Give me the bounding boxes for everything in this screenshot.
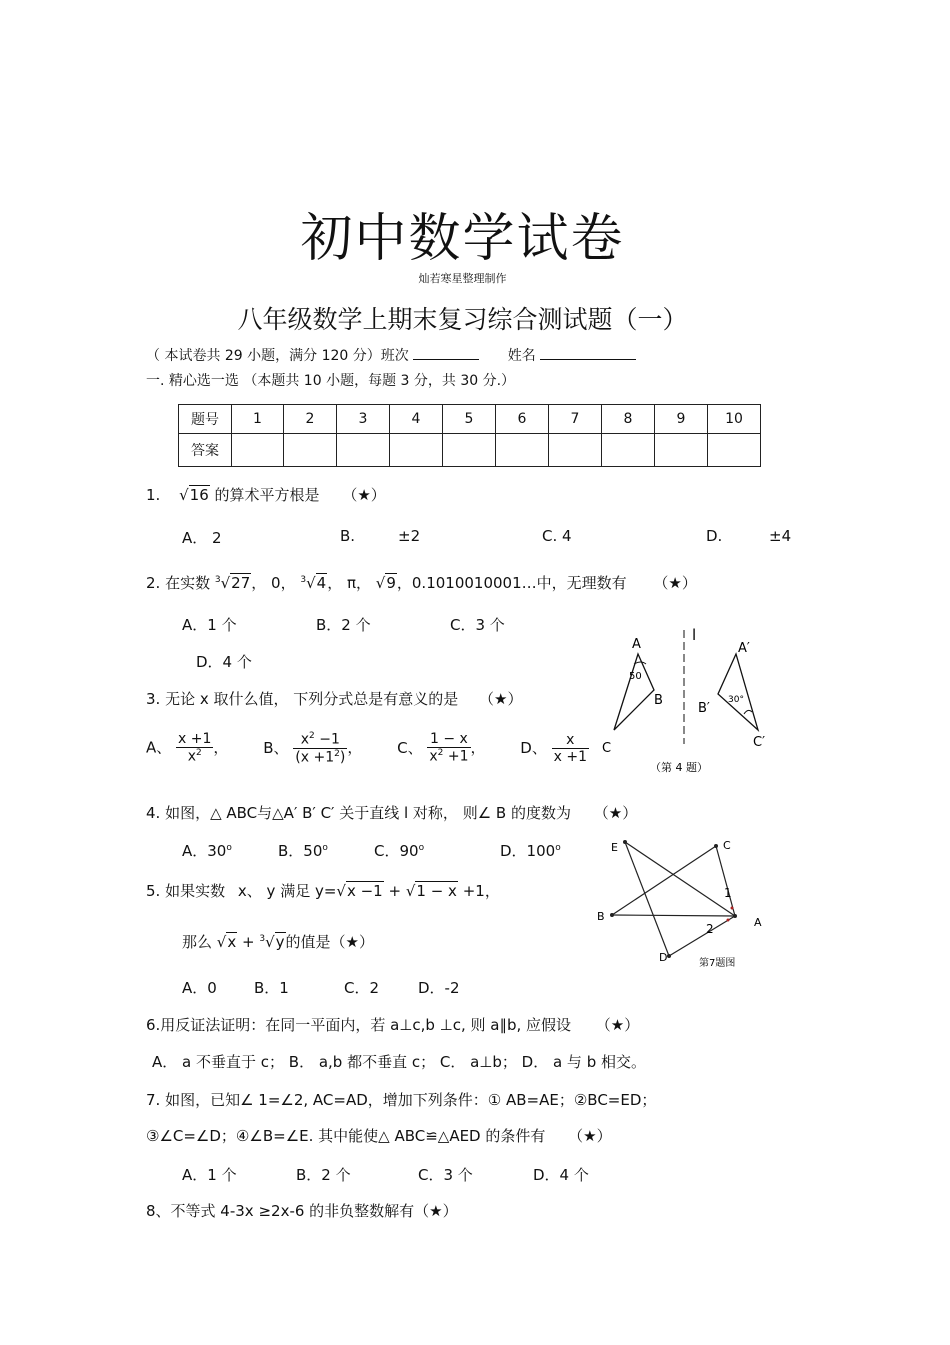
table-cell: 6 xyxy=(496,405,549,434)
difficulty-star: （★） xyxy=(342,486,386,504)
label-E: E xyxy=(611,841,618,854)
q3-options: A、 $\frac{x +1}{x^2}$ ， B、 $\frac{x^2 -1}{(x +1^2)}$ ， C、 $\frac{1 - x}{x^2 +1}$ ， D、 $\frac{x}{x +1}$ xyxy=(146,731,587,766)
difficulty-star: （★） xyxy=(568,1127,612,1145)
label-C-prime: C′ xyxy=(753,735,766,750)
root-index: 3 xyxy=(214,575,221,585)
exam-info xyxy=(146,345,636,365)
radicand: x xyxy=(227,933,237,951)
question-text: 2. 在实数 xyxy=(146,574,211,592)
option-label: D、 xyxy=(520,738,547,757)
radicand: 4 xyxy=(316,574,327,592)
q5-option-a: A．0 xyxy=(182,979,217,997)
radicand: x −1 xyxy=(346,882,383,900)
exponent: 2 xyxy=(334,748,340,759)
q7-option-b: B．2 个 xyxy=(296,1166,351,1184)
section-heading: 一. 精心选一选 （本题共 10 小题，每题 3 分，共 30 分.） xyxy=(146,373,516,389)
table-cell: 4 xyxy=(390,405,443,434)
answer-cell[interactable] xyxy=(708,434,761,467)
table-cell: 7 xyxy=(549,405,602,434)
denominator: x +1 xyxy=(553,748,587,765)
question-3 xyxy=(146,688,523,709)
exponent: 2 xyxy=(437,748,444,759)
question-text: 满足 y= xyxy=(280,882,337,900)
question-5: 5. 如果实数 x、 y 满足 y=√x −1 + √1 − x +1， xyxy=(146,882,500,900)
q7-figure xyxy=(592,836,772,972)
answer-cell[interactable] xyxy=(390,434,443,467)
option-label: C、 xyxy=(397,738,423,757)
table-cell: 10 xyxy=(708,405,761,434)
answer-cell[interactable] xyxy=(602,434,655,467)
numerator: x xyxy=(552,732,589,749)
question-8: 8、不等式 4-3x ≥2x-6 的非负整数解有（★） xyxy=(146,1202,458,1220)
angle-1: 1 xyxy=(724,886,732,900)
q2-option-c: C．3 个 xyxy=(450,616,505,634)
option-text: D．100 xyxy=(500,842,556,860)
degree: o xyxy=(555,843,561,853)
answer-cell[interactable] xyxy=(337,434,390,467)
q1-option-c: C. 4 xyxy=(542,527,572,545)
exam-info-text: （ 本试卷共 29 小题，满分 120 分）班次 xyxy=(146,348,409,364)
q7-option-d: D．4 个 xyxy=(533,1166,589,1184)
q7-option-a: A．1 个 xyxy=(182,1166,237,1184)
root-index: 3 xyxy=(259,934,266,944)
question-text: 那么 xyxy=(182,933,213,951)
table-cell: 5 xyxy=(443,405,496,434)
label-A: A xyxy=(632,637,641,652)
numerator: x +1 xyxy=(178,731,212,748)
denominator: x xyxy=(187,748,197,765)
separator: ， π， xyxy=(327,574,372,592)
question-text: +1， xyxy=(457,882,500,900)
root-index: 3 xyxy=(300,575,307,585)
name-blank xyxy=(540,345,636,360)
exponent: 2 xyxy=(196,748,202,759)
numerator: x xyxy=(300,731,310,748)
class-blank xyxy=(413,345,479,360)
option-label: B、 xyxy=(263,738,289,757)
exam-subtitle: 八年级数学上期末复习综合测试题（一） xyxy=(237,305,688,334)
question-text: 5. 如果实数 xyxy=(146,882,226,900)
difficulty-star: （★） xyxy=(593,804,638,822)
q1-option-a: A． 2 xyxy=(182,529,222,547)
label-A-prime: A′ xyxy=(738,641,750,656)
table-cell: 3 xyxy=(337,405,390,434)
row-label: 答案 xyxy=(179,434,232,467)
question-6 xyxy=(146,1014,639,1035)
q1-option-b: B. xyxy=(340,527,356,545)
label-A: A xyxy=(754,916,762,929)
figure-caption: （第 4 题） xyxy=(650,761,708,774)
q2-option-a: A．1 个 xyxy=(182,616,237,634)
numerator: 1 − x xyxy=(427,731,470,748)
exponent: 2 xyxy=(309,731,315,741)
operator: + xyxy=(237,933,260,951)
question-7-line2 xyxy=(146,1125,612,1146)
answer-cell[interactable] xyxy=(655,434,708,467)
q4-option-c xyxy=(374,840,424,861)
label-C: C xyxy=(602,741,612,756)
label-C: C xyxy=(723,839,731,852)
option-text: A．30 xyxy=(182,842,227,860)
separator: ， 0， xyxy=(251,574,296,592)
question-1: 1. √16 的算术平方根是 （★） xyxy=(146,486,386,504)
answer-cell[interactable] xyxy=(232,434,284,467)
question-4 xyxy=(146,802,637,823)
angle-50: 50 xyxy=(629,671,642,682)
question-2: 2. 在实数 $^3$√27， 0， $^3$√4， π， √9，0.1010010001…中，无理数有 （★） xyxy=(146,574,697,592)
denominator: ) xyxy=(339,749,346,766)
table-cell: 2 xyxy=(284,405,337,434)
denominator: x xyxy=(429,748,438,765)
difficulty-star: （★） xyxy=(479,690,523,708)
radicand: 16 xyxy=(189,486,209,504)
variables: x、 y xyxy=(237,882,276,900)
question-text: 的算术平方根是 xyxy=(214,486,320,504)
label-B-prime: B′ xyxy=(698,701,710,716)
denominator: +1 xyxy=(443,748,469,765)
table-cell: 8 xyxy=(602,405,655,434)
question-number: 1. xyxy=(146,486,161,504)
degree: o xyxy=(226,843,232,853)
q4-option-b xyxy=(278,840,328,861)
question-text: 6.用反证法证明：在同一平面内，若 a⊥c,b ⊥c, 则 a∥b, 应假设 xyxy=(146,1016,572,1034)
question-text: 3. 无论 x 取什么值， 下列分式总是有意义的是 xyxy=(146,690,459,708)
q2-option-d: D．4 个 xyxy=(196,653,252,671)
figure-caption: 第7题图 xyxy=(699,958,736,969)
label-B: B xyxy=(597,910,605,923)
difficulty-star: （★） xyxy=(595,1016,640,1034)
line-l: l xyxy=(692,626,697,644)
option-text: B．50 xyxy=(278,842,323,860)
q1-option-d: D. xyxy=(706,527,723,545)
numerator: −1 xyxy=(314,731,340,748)
denominator: (x +1 xyxy=(295,749,335,766)
answer-cell[interactable] xyxy=(549,434,602,467)
question-text: 4. 如图，△ ABC与△A′ B′ C′ 关于直线 l 对称， 则∠ B 的度数为 xyxy=(146,804,571,822)
question-text: ，0.1010010001…中，无理数有 xyxy=(396,574,627,592)
label-B: B xyxy=(654,693,663,708)
radicand: 27 xyxy=(231,574,251,592)
degree: o xyxy=(418,843,425,853)
q2-option-b: B．2 个 xyxy=(316,616,371,634)
operator: + xyxy=(383,882,406,900)
angle-2: 2 xyxy=(706,922,714,936)
question-text: 的值是（★） xyxy=(285,933,374,951)
q1-option-d-value: ±4 xyxy=(769,527,792,545)
angle-30: 30° xyxy=(728,695,744,705)
option-label: A、 xyxy=(146,738,172,757)
question-text: ③∠C=∠D；④∠B=∠E. 其中能使△ ABC≌△AED 的条件有 xyxy=(146,1127,546,1145)
question-7-line1: 7. 如图，已知∠ 1=∠2, AC=AD，增加下列条件：① AB=AE；②BC=ED； xyxy=(146,1091,657,1109)
degree: o xyxy=(322,843,328,853)
q4-figure xyxy=(596,626,786,778)
label-D: D xyxy=(659,951,668,964)
row-label: 题号 xyxy=(179,405,232,434)
answer-cell[interactable] xyxy=(443,434,496,467)
option-text: C．90 xyxy=(374,842,419,860)
difficulty-star: （★） xyxy=(653,574,697,592)
answer-cell[interactable] xyxy=(284,434,337,467)
fraction xyxy=(293,731,347,765)
radicand: y xyxy=(275,933,285,951)
q1-option-b-value: ±2 xyxy=(398,527,421,545)
fraction xyxy=(427,731,470,765)
q6-options: A． a 不垂直于 c； B． a,b 都不垂直 c； C． a⊥b； D． a 与 b 相交。 xyxy=(152,1053,646,1071)
radicand: 1 − x xyxy=(416,882,457,900)
q4-option-a xyxy=(182,840,232,861)
table-row-numbers xyxy=(179,405,761,434)
q5-option-c: C．2 xyxy=(344,979,380,997)
table-cell: 9 xyxy=(655,405,708,434)
fraction xyxy=(552,732,589,765)
radicand: 9 xyxy=(386,574,396,592)
answer-table xyxy=(178,404,761,467)
name-label: 姓名 xyxy=(507,348,536,364)
table-cell: 1 xyxy=(232,405,284,434)
fraction xyxy=(176,731,213,765)
question-5-line2: 那么 √x + $^3$√y的值是（★） xyxy=(182,933,374,951)
q5-option-b: B．1 xyxy=(254,979,289,997)
page-title: 初中数学试卷 xyxy=(300,209,625,269)
q7-option-c: C．3 个 xyxy=(418,1166,473,1184)
q5-option-d: D．-2 xyxy=(418,979,460,997)
credit-line: 灿若寒星整理制作 xyxy=(418,272,507,285)
q4-option-d xyxy=(500,840,561,861)
table-row-answers xyxy=(179,434,761,467)
answer-cell[interactable] xyxy=(496,434,549,467)
